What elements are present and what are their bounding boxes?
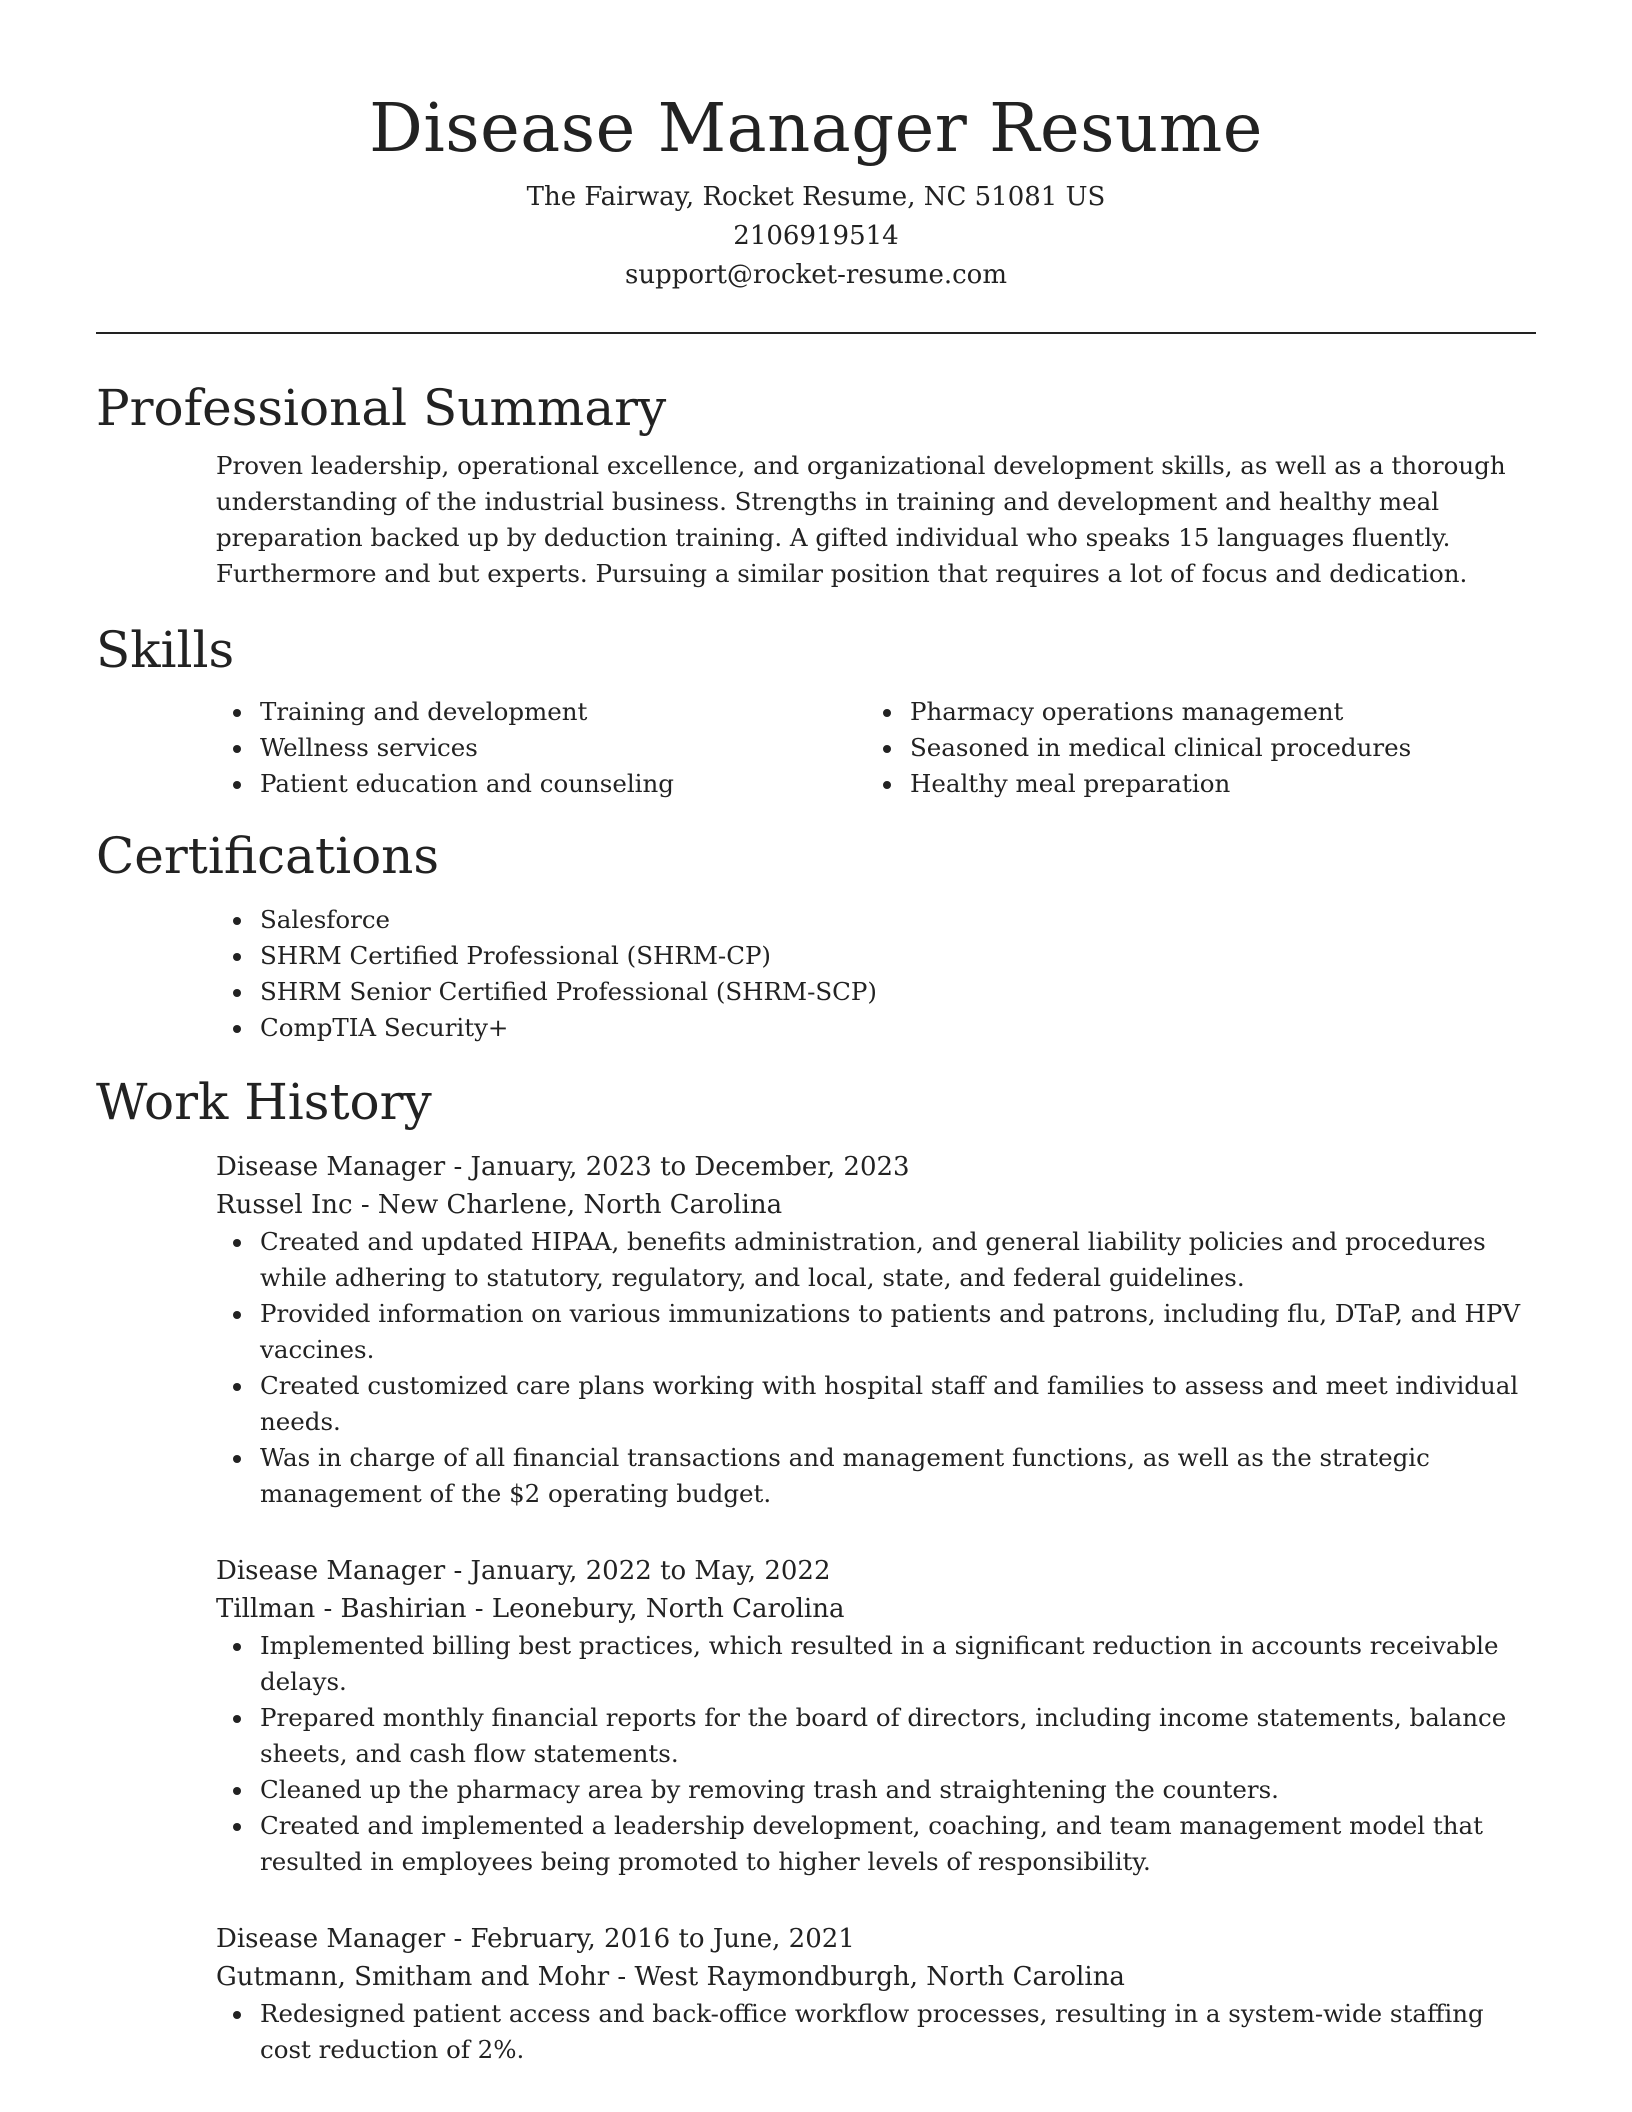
certifications-list: [216, 902, 1536, 1046]
summary-section: [96, 376, 1536, 592]
job-duties-list: [216, 1224, 1536, 1512]
skill-item: Training and development: [260, 694, 866, 730]
job-duties-list: [216, 1996, 1536, 2068]
summary-body: [96, 448, 1536, 592]
job-duty: Redesigned patient access and back-office workflow processes, resulting in a system-wide staffing cost reduction of 2%.: [260, 1996, 1536, 2068]
work-history-section: [96, 1070, 1536, 2068]
resume-header: [96, 0, 1536, 295]
header-divider: [96, 332, 1536, 334]
certification-item: CompTIA Security+: [260, 1010, 1536, 1046]
skill-item: Wellness services: [260, 730, 866, 766]
skills-column-right: [866, 694, 1516, 802]
resume-title: Disease Manager Resume: [369, 89, 1263, 167]
skills-body: [96, 694, 1536, 802]
job-title-dates: Disease Manager - January, 2023 to December, 2023: [216, 1152, 910, 1182]
skills-grid: [216, 694, 1536, 802]
certifications-heading: Certifications: [96, 827, 440, 885]
certification-item: SHRM Certified Professional (SHRM-CP): [260, 938, 1536, 974]
skill-item: Patient education and counseling: [260, 766, 866, 802]
job-title-dates: Disease Manager - January, 2022 to May, 2022: [216, 1556, 831, 1586]
skills-column-left: [216, 694, 866, 802]
job-duty: Created and updated HIPAA, benefits administration, and general liability policies and procedures while adhering to statutory, regulatory, and local, state, and federal guidelines.: [260, 1224, 1536, 1296]
job-duty: Created customized care plans working with hospital staff and families to assess and meet individual needs.: [260, 1368, 1536, 1440]
job-duty: Created and implemented a leadership development, coaching, and team management model that resulted in employees being promoted to higher levels of responsibility.: [260, 1808, 1536, 1880]
job-entry: [96, 1148, 1536, 1512]
contact-email: support@rocket-resume.com: [624, 260, 1007, 290]
job-company-location: Russel Inc - New Charlene, North Carolina: [216, 1190, 783, 1220]
summary-text: Proven leadership, operational excellence, and organizational development skills, as well as a thorough understanding of the industrial business. Strengths in training and development and healthy meal preparation backed up by deduction training. A gifted individual who speaks 15 languages fluently. Furthermore and but experts. Pursuing a similar position that requires a lot of focus and dedication.: [216, 451, 1506, 588]
work-history-heading: Work History: [96, 1073, 432, 1131]
certification-item: SHRM Senior Certified Professional (SHRM-SCP): [260, 974, 1536, 1010]
job-company-location: Gutmann, Smitham and Mohr - West Raymondburgh, North Carolina: [216, 1962, 1125, 1992]
job-entry: [96, 1920, 1536, 2068]
certification-item: Salesforce: [260, 902, 1536, 938]
skills-list-right: [866, 694, 1516, 802]
contact-block: [96, 178, 1536, 295]
certifications-section: [96, 824, 1536, 1046]
certifications-body: [96, 902, 1536, 1046]
skill-item: Pharmacy operations management: [910, 694, 1516, 730]
summary-heading: Professional Summary: [96, 379, 667, 437]
job-duty: Implemented billing best practices, which resulted in a significant reduction in accounts receivable delays.: [260, 1628, 1536, 1700]
job-title-dates: Disease Manager - February, 2016 to June, 2021: [216, 1924, 855, 1954]
job-duties-list: [216, 1628, 1536, 1880]
job-duty: Was in charge of all financial transactions and management functions, as well as the strategic management of the $2 operating budget.: [260, 1440, 1536, 1512]
skills-list-left: [216, 694, 866, 802]
job-company-location: Tillman - Bashirian - Leonebury, North Carolina: [216, 1594, 845, 1624]
skill-item: Seasoned in medical clinical procedures: [910, 730, 1516, 766]
skills-section: [96, 618, 1536, 802]
contact-address: The Fairway, Rocket Resume, NC 51081 US: [526, 182, 1106, 212]
job-duty: Prepared monthly financial reports for the board of directors, including income statements, balance sheets, and cash flow statements.: [260, 1700, 1536, 1772]
job-entry: [96, 1552, 1536, 1880]
job-duty: Cleaned up the pharmacy area by removing trash and straightening the counters.: [260, 1772, 1536, 1808]
skill-item: Healthy meal preparation: [910, 766, 1516, 802]
skills-heading: Skills: [96, 621, 235, 679]
job-duty: Provided information on various immunizations to patients and patrons, including flu, DTaP, and HPV vaccines.: [260, 1296, 1536, 1368]
contact-phone: 2106919514: [733, 221, 899, 251]
